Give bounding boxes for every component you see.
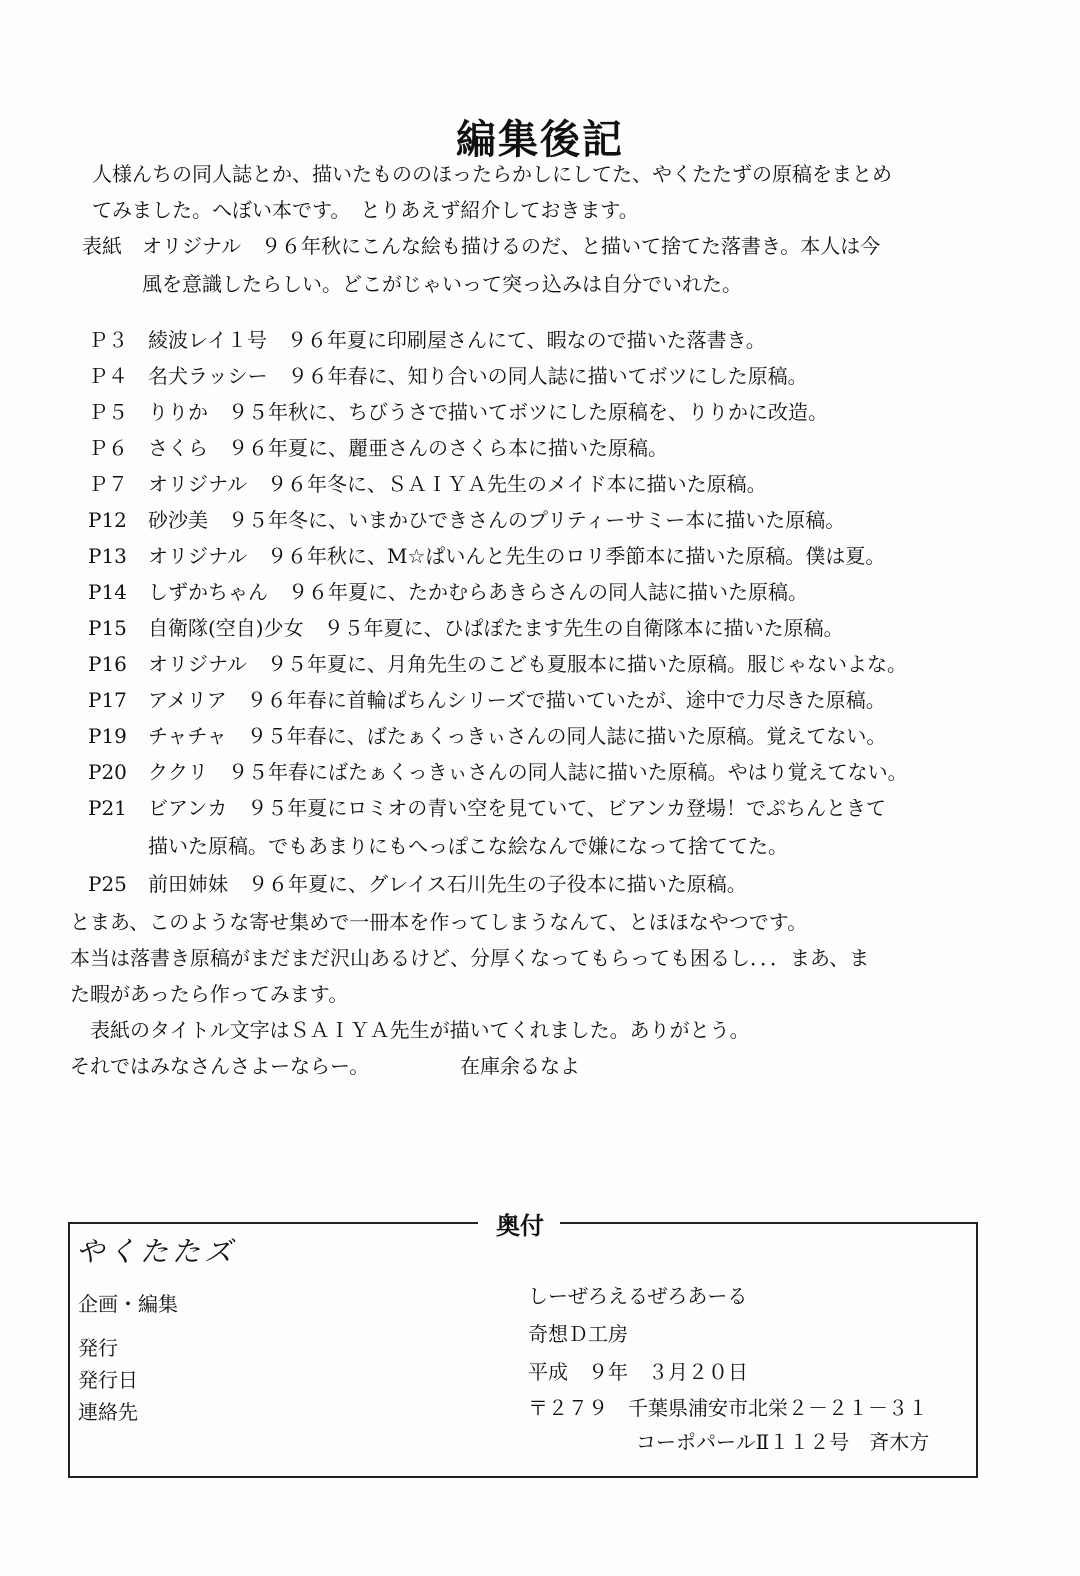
entry-label: P21: [88, 796, 127, 820]
entry-text: チャチャ ９５年春に、ばたぁくっきぃさんの同人誌に描いた原稿。覚えてない。: [148, 724, 887, 748]
signoff: それではみなさんさよーならー。: [70, 1054, 370, 1078]
colophon-value: 平成 ９年 ３月２０日: [528, 1360, 748, 1384]
colophon-value-cont: コーポパールⅡ１１２号 斉木方: [636, 1430, 930, 1454]
entry-text: ククリ ９５年春にばたぁくっきぃさんの同人誌に描いた原稿。やはり覚えてない。: [148, 760, 908, 784]
entry-label: Ｐ４: [88, 364, 128, 388]
entry-text: 砂沙美 ９５年冬に、いまかひできさんのプリティーサミー本に描いた原稿。: [148, 508, 846, 532]
entry-text: しずかちゃん ９６年夏に、たかむらあきらさんの同人誌に描いた原稿。: [148, 580, 808, 604]
entry-text: オリジナル ９５年夏に、月角先生のこども夏服本に描いた原稿。服じゃないよな。: [148, 652, 907, 676]
entry-label: P19: [88, 724, 127, 748]
colophon-box: [68, 1211, 978, 1478]
colophon-label: 連絡先: [78, 1400, 138, 1424]
entry-label: P12: [88, 508, 127, 532]
entry-text: りりか ９５年秋に、ちびうさで描いてボツにした原稿を、りりかに改造。: [148, 400, 828, 424]
entry-text: ビアンカ ９５年夏にロミオの青い空を見ていて、ビアンカ登場！でぷちんときて: [148, 796, 886, 820]
entry-text-cont: 描いた原稿。でもあまりにもへっぽこな絵なんで嫌になって捨ててた。: [148, 834, 788, 858]
entry-text: 名犬ラッシー ９６年春に、知り合いの同人誌に描いてボツにした原稿。: [148, 364, 808, 388]
entry-label: 表紙: [82, 234, 122, 258]
entry-text-cont: 風を意識したらしい。どこがじゃいって突っ込みは自分でいれた。: [142, 272, 742, 296]
entry-label: P16: [88, 652, 127, 676]
book-title: やくたたズ: [76, 1235, 237, 1268]
colophon-label: 企画・編集: [78, 1292, 178, 1316]
intro-line-1: 人様んちの同人誌とか、描いたもののほったらかしにしてた、やくたたずの原稿をまとめ: [92, 162, 892, 186]
outro-line-2: 本当は落書き原稿がまだまだ沢山あるけど、分厚くなってもらっても困るし．．．まあ、ま: [70, 946, 870, 970]
entry-label: Ｐ７: [88, 472, 128, 496]
colophon-label: 発行日: [78, 1368, 138, 1392]
colophon-heading: 奥付: [496, 1211, 544, 1240]
entry-text: オリジナル ９６年秋に、M☆ぱいんと先生のロリ季節本に描いた原稿。僕は夏。: [148, 544, 886, 568]
entry-text: オリジナル ９６年冬に、ＳＡＩＹＡ先生のメイド本に描いた原稿。: [148, 472, 767, 496]
entry-text: 前田姉妹 ９６年夏に、グレイス石川先生の子役本に描いた原稿。: [148, 872, 747, 896]
author-name: 在庫余るなよ: [460, 1054, 580, 1078]
entry-text: オリジナル ９６年秋にこんな絵も描けるのだ、と描いて捨てた落書き。本人は今: [142, 234, 881, 258]
entry-label: P17: [88, 688, 127, 712]
entry-text: 自衛隊(空自)少女 ９５年夏に、ひぱぽたます先生の自衛隊本に描いた原稿。: [148, 616, 844, 640]
colophon-value: 〒２７９ 千葉県浦安市北栄２－２１－３１: [528, 1396, 928, 1420]
entry-text: さくら ９６年夏に、麗亜さんのさくら本に描いた原稿。: [148, 436, 668, 460]
colophon-label: 発行: [78, 1336, 118, 1360]
outro-line-1: とまあ、このような寄せ集めで一冊本を作ってしまうなんて、とほほなやつです。: [70, 910, 808, 934]
entry-label: Ｐ３: [88, 328, 128, 352]
entry-text: アメリア ９６年春に首輪ぱちんシリーズで描いていたが、途中で力尽きた原稿。: [148, 688, 886, 712]
divider: [68, 1222, 478, 1224]
colophon-value: 奇想Ｄ工房: [528, 1322, 628, 1346]
entry-label: P25: [88, 872, 127, 896]
entry-label: P15: [88, 616, 127, 640]
outro-line-4: 表紙のタイトル文字はＳＡＩＹＡ先生が描いてくれました。ありがとう。: [70, 1018, 750, 1042]
divider: [560, 1222, 978, 1224]
entry-label: Ｐ５: [88, 400, 128, 424]
colophon-value: しーぜろえるぜろあーる: [528, 1284, 748, 1308]
entry-label: P14: [88, 580, 127, 604]
entry-text: 綾波レイ１号 ９６年夏に印刷屋さんにて、暇なので描いた落書き。: [148, 328, 766, 352]
entry-label: P20: [88, 760, 127, 784]
intro-line-2: てみました。へぼい本です。 とりあえず紹介しておきます。: [92, 198, 639, 222]
outro-line-3: た暇があったら作ってみます。: [70, 982, 349, 1006]
entry-label: P13: [88, 544, 127, 568]
entry-label: Ｐ６: [88, 436, 128, 460]
page-title: 編集後記: [456, 116, 624, 163]
